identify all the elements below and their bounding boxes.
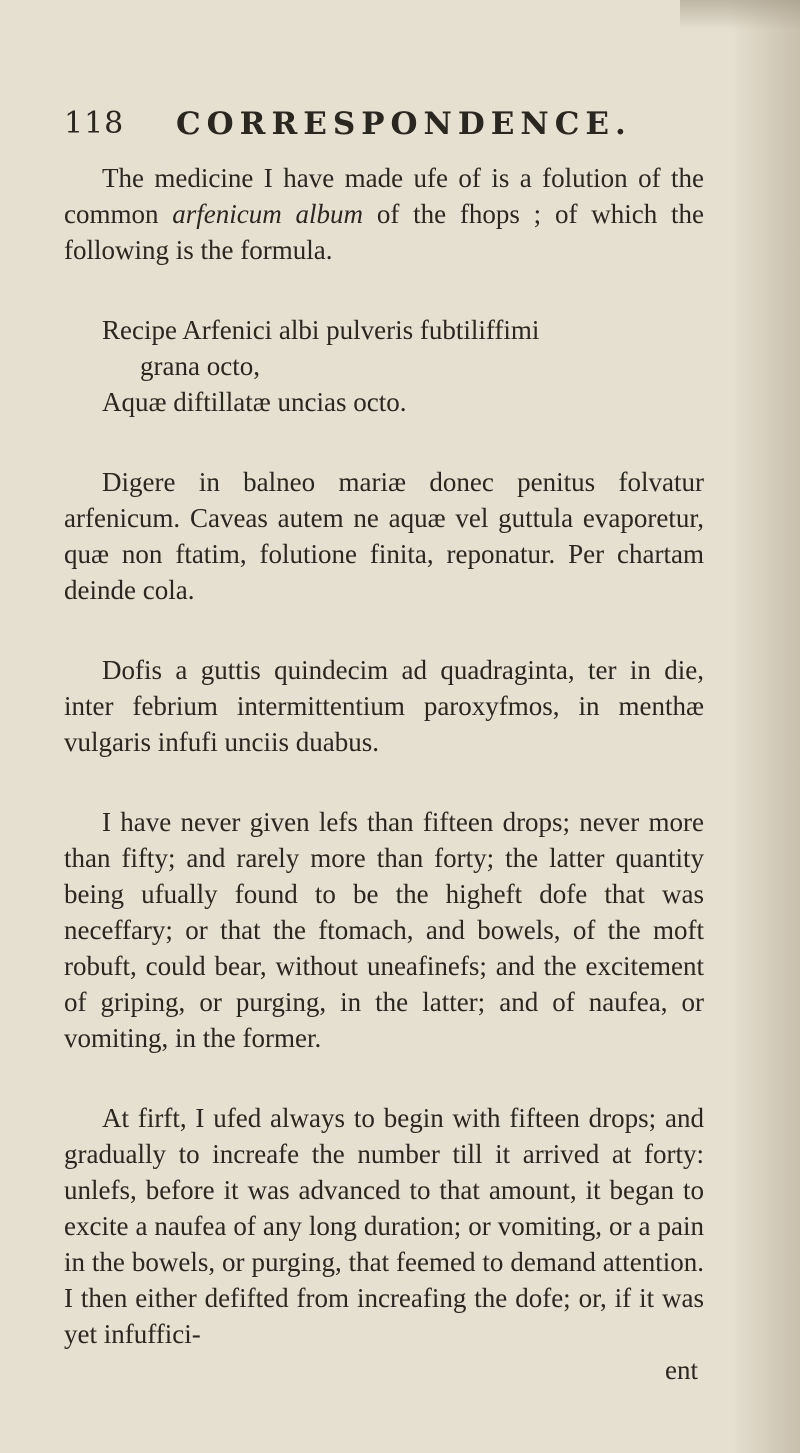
- recipe-line: Recipe Arfenici albi pulveris fubtiliffimi: [102, 315, 540, 345]
- recipe-line: Aquæ diftillatæ uncias octo.: [102, 387, 407, 417]
- catchword: ent: [665, 1355, 698, 1385]
- paragraph-intro: [64, 160, 704, 268]
- page-edge-shadow: [730, 0, 800, 1453]
- page-header: [64, 106, 632, 146]
- recipe-line: grana octo,: [140, 351, 260, 381]
- paragraph-drops: I have never given lefs than fifteen drops; never more than fifty; and rarely more than forty; the latter quantity being ufually found to be the higheft dofe that was neceffary; or that the ftomach, and bowels, of the moft robuft, could bear, without uneafinefs; and the excitement of griping, or purging, in the latter; and of naufea, or vomiting, in the former.: [64, 807, 704, 1053]
- intro-text-start: The medicine I have made ufe of is a folution of the common: [64, 163, 704, 229]
- page-number: 118: [64, 106, 125, 141]
- intro-italic-term: arfenicum album: [172, 199, 364, 229]
- page-body: [64, 160, 704, 1388]
- paragraph-dosage: Dofis a guttis quindecim ad quadraginta, ter in die, inter febrium intermittentium paroxyfmos, in menthæ vulgaris infufi unciis duabus.: [64, 655, 704, 757]
- running-head: CORRESPONDENCE.: [176, 106, 632, 142]
- intro-text-end: of the fhops ; of which the following is the formula.: [64, 199, 704, 265]
- page-corner-shadow: [680, 0, 800, 30]
- paragraph-procedure: At firft, I ufed always to begin with fifteen drops; and gradually to increafe the number till it arrived at forty: unlefs, before it was advanced to that amount, it began to excite a naufea of any long duration; or vomiting, or a pain in the bowels, or purging, that feemed to demand attention. I then either defifted from increafing the dofe; or, if it was yet infuffici-: [64, 1103, 704, 1349]
- paragraph-preparation: Digere in balneo mariæ donec penitus folvatur arfenicum. Caveas autem ne aquæ vel guttula evaporetur, quæ non ftatim, folutione finita, reponatur. Per chartam deinde cola.: [64, 467, 704, 605]
- recipe-formula: [64, 312, 704, 420]
